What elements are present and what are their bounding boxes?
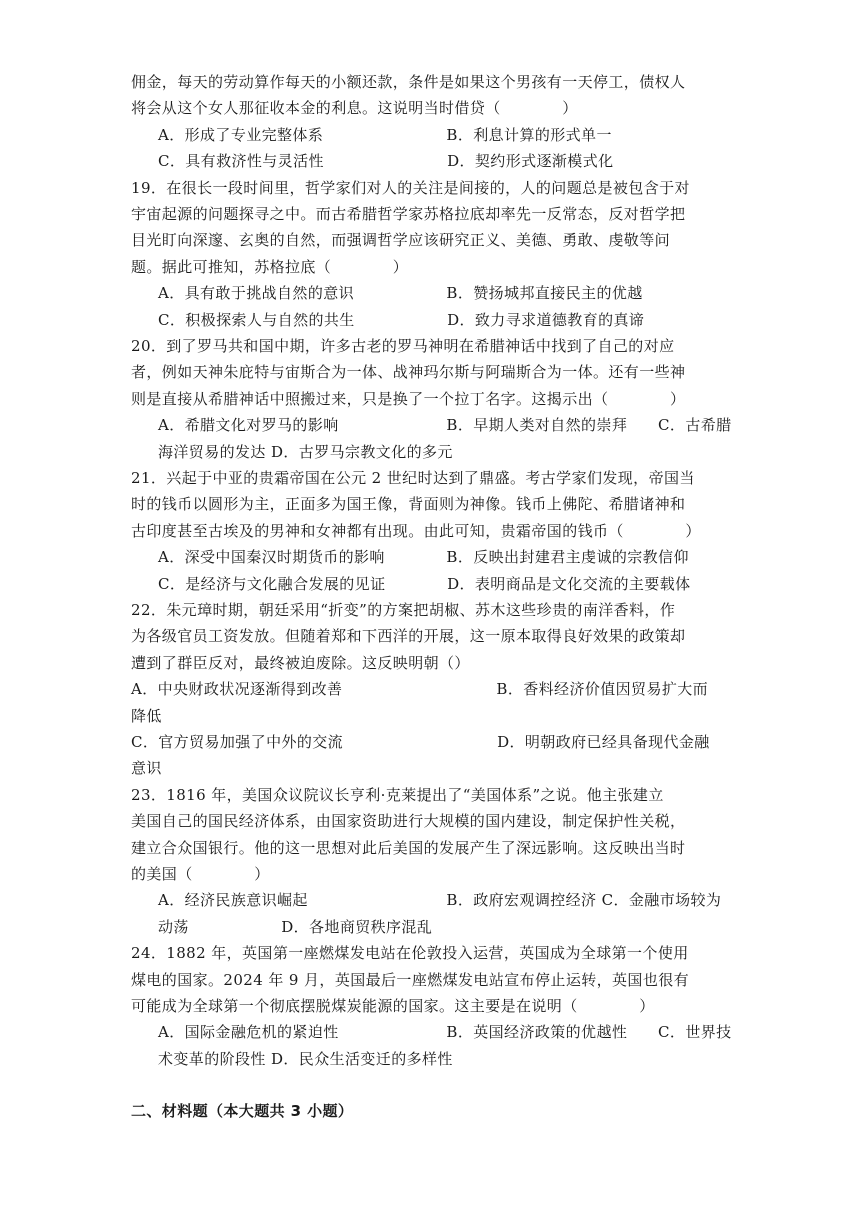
text-line: 为各级官员工资发放。但随着郑和下西洋的开展，这一原本取得良好效果的政策却 xyxy=(131,627,686,645)
text-line: 则是直接从希腊神话中照搬过来，只是换了一个拉丁名字。这揭示出（ ） xyxy=(131,390,686,408)
text-line: 佣金，每天的劳动算作每天的小额还款，条件是如果这个男孩有一天停工，债权人 xyxy=(131,73,686,91)
option-line: A．经济民族意识崛起 B．政府宏观调控经济 C．金融市场较为 xyxy=(158,891,722,909)
option-line: A．中央财政状况逐渐得到改善 B．香料经济价值因贸易扩大而 xyxy=(131,680,709,698)
option-line: C．官方贸易加强了中外的交流 D．明朝政府已经具备现代金融 xyxy=(131,733,710,751)
text-line: 建立合众国银行。他的这一思想对此后美国的发展产生了深远影响。这反映出当时 xyxy=(131,839,686,857)
option-line: 海洋贸易的发达 D．古罗马宗教文化的多元 xyxy=(158,443,453,461)
question-20: 20．到了罗马共和国中期，许多古老的罗马神明在希腊神话中找到了自己的对应 xyxy=(131,337,675,355)
text-line: 美国自己的国民经济体系，由国家资助进行大规模的国内建设，制定保护性关税， xyxy=(131,812,686,830)
text-line: 题。据此可推知，苏格拉底（ ） xyxy=(131,258,409,276)
question-22: 22．朱元璋时期，朝廷采用“折变”的方案把胡椒、苏木这些珍贵的南洋香料，作 xyxy=(131,601,676,619)
question-23: 23．1816 年，美国众议院议长亨利·克莱提出了“美国体系”之说。他主张建立 xyxy=(131,786,664,804)
option-line: A．具有敢于挑战自然的意识 B．赞扬城邦直接民主的优越 xyxy=(158,284,643,302)
option-line: A．形成了专业完整体系 B．利息计算的形式单一 xyxy=(158,126,612,144)
text-line: 煤电的国家。2024 年 9 月，英国最后一座燃煤发电站宣布停止运转，英国也很有 xyxy=(131,971,690,989)
text-line: 时的钱币以圆形为主，正面多为国王像，背面则为神像。钱币上佛陀、希腊诸神和 xyxy=(131,495,686,513)
question-21: 21．兴起于中亚的贵霜帝国在公元 2 世纪时达到了鼎盛。考古学家们发现，帝国当 xyxy=(131,469,695,487)
option-line: 降低 xyxy=(131,707,162,725)
question-19: 19．在很长一段时间里，哲学家们对人的关注是间接的，人的问题总是被包含于对 xyxy=(131,179,690,197)
option-line: C．积极探索人与自然的共生 D．致力寻求道德教育的真谛 xyxy=(158,311,645,329)
option-line: 动荡 D．各地商贸秩序混乱 xyxy=(158,918,433,936)
option-line: 意识 xyxy=(131,759,162,777)
text-line: 目光盯向深邃、玄奥的自然，而强调哲学应该研究正义、美德、勇敢、虔敬等问 xyxy=(131,231,671,249)
text-line: 将会从这个女人那征收本金的利息。这说明当时借贷（ ） xyxy=(131,99,578,117)
text-line: 宇宙起源的问题探寻之中。而古希腊哲学家苏格拉底却率先一反常态，反对哲学把 xyxy=(131,205,686,223)
text-line: 的美国（ ） xyxy=(131,865,270,883)
section-heading: 二、材料题（本大题共 3 小题） xyxy=(131,1102,354,1120)
option-line: A．国际金融危机的紧迫性 B．英国经济政策的优越性 C．世界技 xyxy=(158,1023,732,1041)
option-line: C．是经济与文化融合发展的见证 D．表明商品是文化交流的主要载体 xyxy=(158,575,691,593)
text-line: 可能成为全球第一个彻底摆脱煤炭能源的国家。这主要是在说明（ ） xyxy=(131,997,655,1015)
question-24: 24．1882 年，英国第一座燃煤发电站在伦敦投入运营，英国成为全球第一个使用 xyxy=(131,944,689,962)
text-line: 古印度甚至古埃及的男神和女神都有出现。由此可知，贵霜帝国的钱币（ ） xyxy=(131,522,701,540)
option-line: A．希腊文化对罗马的影响 B．早期人类对自然的崇拜 C．古希腊 xyxy=(158,416,732,434)
option-line: A．深受中国秦汉时期货币的影响 B．反映出封建君主虔诚的宗教信仰 xyxy=(158,548,689,566)
text-line: 遭到了群臣反对，最终被迫废除。这反映明朝（） xyxy=(131,654,470,672)
text-line: 者，例如天神朱庇特与宙斯合为一体、战神玛尔斯与阿瑞斯合为一体。还有一些神 xyxy=(131,363,686,381)
option-line: 术变革的阶段性 D．民众生活变迁的多样性 xyxy=(158,1050,453,1068)
option-line: C．具有救济性与灵活性 D．契约形式逐渐模式化 xyxy=(158,152,614,170)
